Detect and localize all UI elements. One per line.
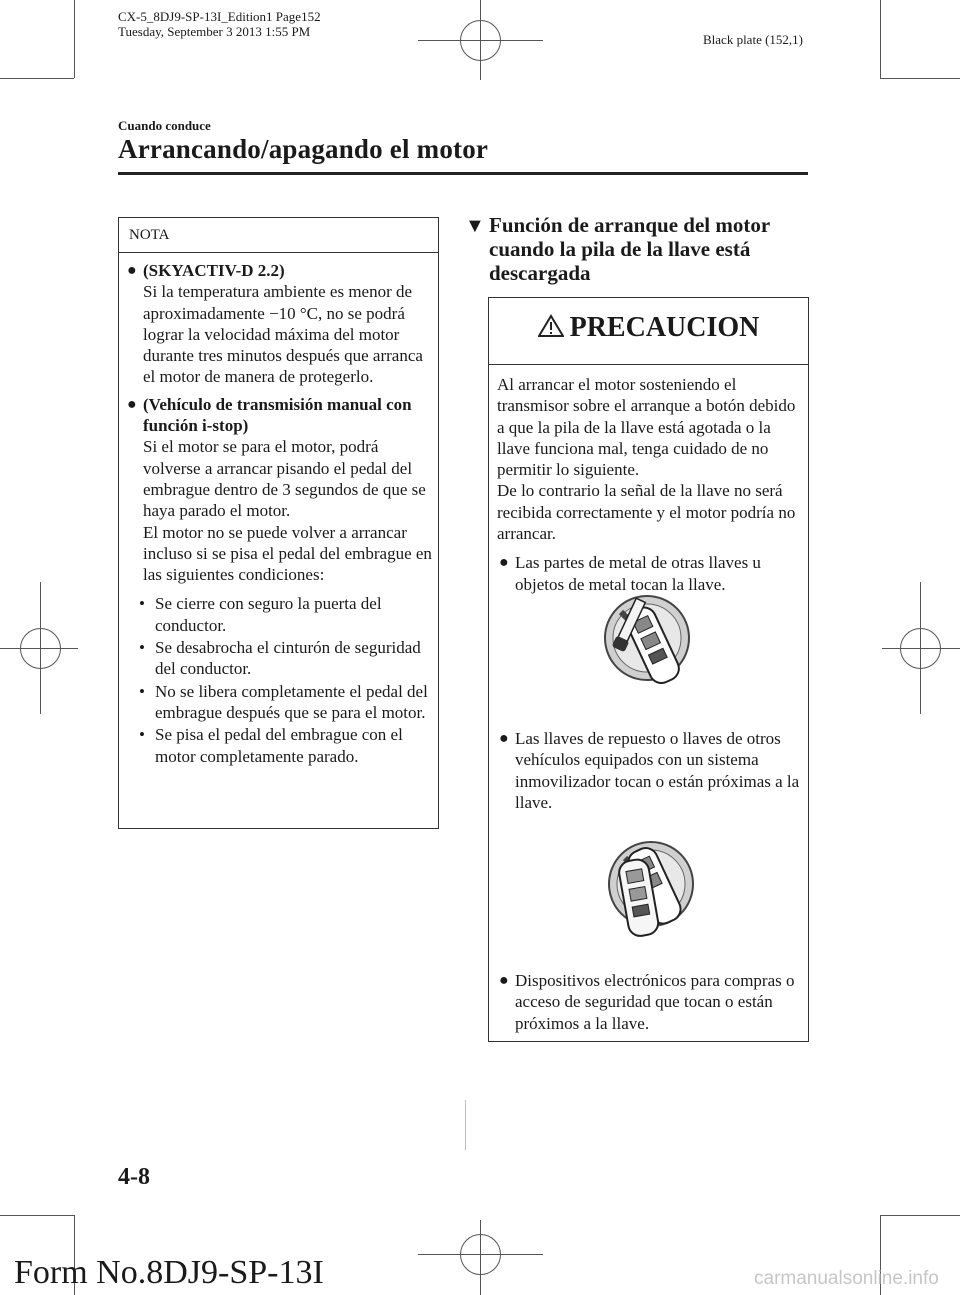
bullet-icon: ● (499, 730, 509, 747)
file-info-line1: CX-5_8DJ9-SP-13I_Edition1 Page152 (118, 9, 321, 24)
form-number: Form No.8DJ9-SP-13I (14, 1254, 324, 1291)
triangle-marker-icon: ▼ (465, 215, 485, 237)
caution-bullet-3: ● Dispositivos electrónicos para compras o acceso de seguridad que tocan o están próximos a la llave. (499, 971, 795, 1033)
nota-sublist (125, 593, 433, 766)
file-info (118, 9, 321, 39)
caution-bullet-2: ● Las llaves de repuesto o llaves de otros vehículos equipados con un sistema inmovilizador tocan o están próximas a la llave. (499, 729, 800, 812)
watermark: carmanualsonline.info (754, 1268, 939, 1289)
section-label: Cuando conduce (118, 118, 211, 133)
caution-content (497, 374, 802, 595)
caution-bullet-2-wrap (497, 728, 802, 813)
file-info-line2: Tuesday, September 3 2013 1:55 PM (118, 24, 311, 39)
warning-triangle-icon (538, 314, 564, 338)
bullet-icon: ● (127, 395, 137, 413)
bullet-icon: ● (127, 262, 137, 279)
caution-bullet-3-wrap (497, 970, 802, 1034)
nota-item-1 (125, 260, 433, 388)
nota-content (125, 260, 433, 767)
page-number: 4-8 (118, 1164, 150, 1190)
caution-text-1: Al arrancar el motor sosteniendo el transmisor sobre el arranque a botón debido a que la pila de la llave está agotada o la llave funciona mal, tenga cuidado de no permitir lo siguiente. (497, 375, 796, 480)
plate-info: Black plate (152,1) (703, 32, 803, 47)
nota-item-2-title: (Vehículo de transmisión manual con función i-stop) (143, 394, 412, 436)
key-prohibited-illustration (597, 834, 705, 942)
nota-subitem: • Se pisa el pedal del embrague con el motor completamente parado. (139, 725, 403, 766)
right-heading: ▼ Función de arranque del motor cuando la pila de la llave está descargada (465, 213, 770, 285)
caution-divider (489, 364, 808, 365)
title-rule (118, 172, 808, 175)
nota-subitem: • Se desabrocha el cinturón de seguridad del conductor. (139, 638, 421, 679)
nota-item-1-text: Si la temperatura ambiente es menor de aproximadamente −10 °C, no se podrá lograr la velocidad máxima del motor durante tres minutos después que arranca el motor de manera de protegerlo. (143, 282, 423, 387)
key-prohibited-illustration (599, 588, 699, 696)
nota-item-1-title: (SKYACTIV-D 2.2) (143, 261, 285, 280)
caution-title: PRECAUCION (489, 312, 808, 344)
caution-box (488, 297, 809, 1042)
nota-subitem: • Se cierre con seguro la puerta del conductor. (139, 594, 382, 635)
nota-divider (119, 252, 438, 253)
caution-text-2: De lo contrario la señal de la llave no será recibida correctamente y el motor podría no arrancar. (497, 481, 796, 544)
caution-bullet-1: ● Las partes de metal de otras llaves u objetos de metal tocan la llave. (499, 553, 761, 594)
nota-item-2-text2: El motor no se puede volver a arrancar incluso si se pisa el pedal del embrague en las siguientes condiciones: (143, 522, 432, 585)
bullet-icon: ● (499, 554, 509, 572)
bullet-icon: ● (499, 972, 509, 989)
nota-subitem: • No se libera completamente el pedal del embrague después que se para el motor. (139, 681, 428, 722)
nota-item-2 (125, 394, 433, 586)
nota-box (118, 217, 439, 829)
nota-heading: NOTA (129, 227, 170, 243)
nota-item-2-text1: Si el motor se para el motor, podrá volverse a arrancar pisando el pedal del embrague dentro de 3 segundos de que se haya parado el motor. (143, 437, 426, 521)
page-title: Arrancando/apagando el motor (118, 134, 489, 164)
